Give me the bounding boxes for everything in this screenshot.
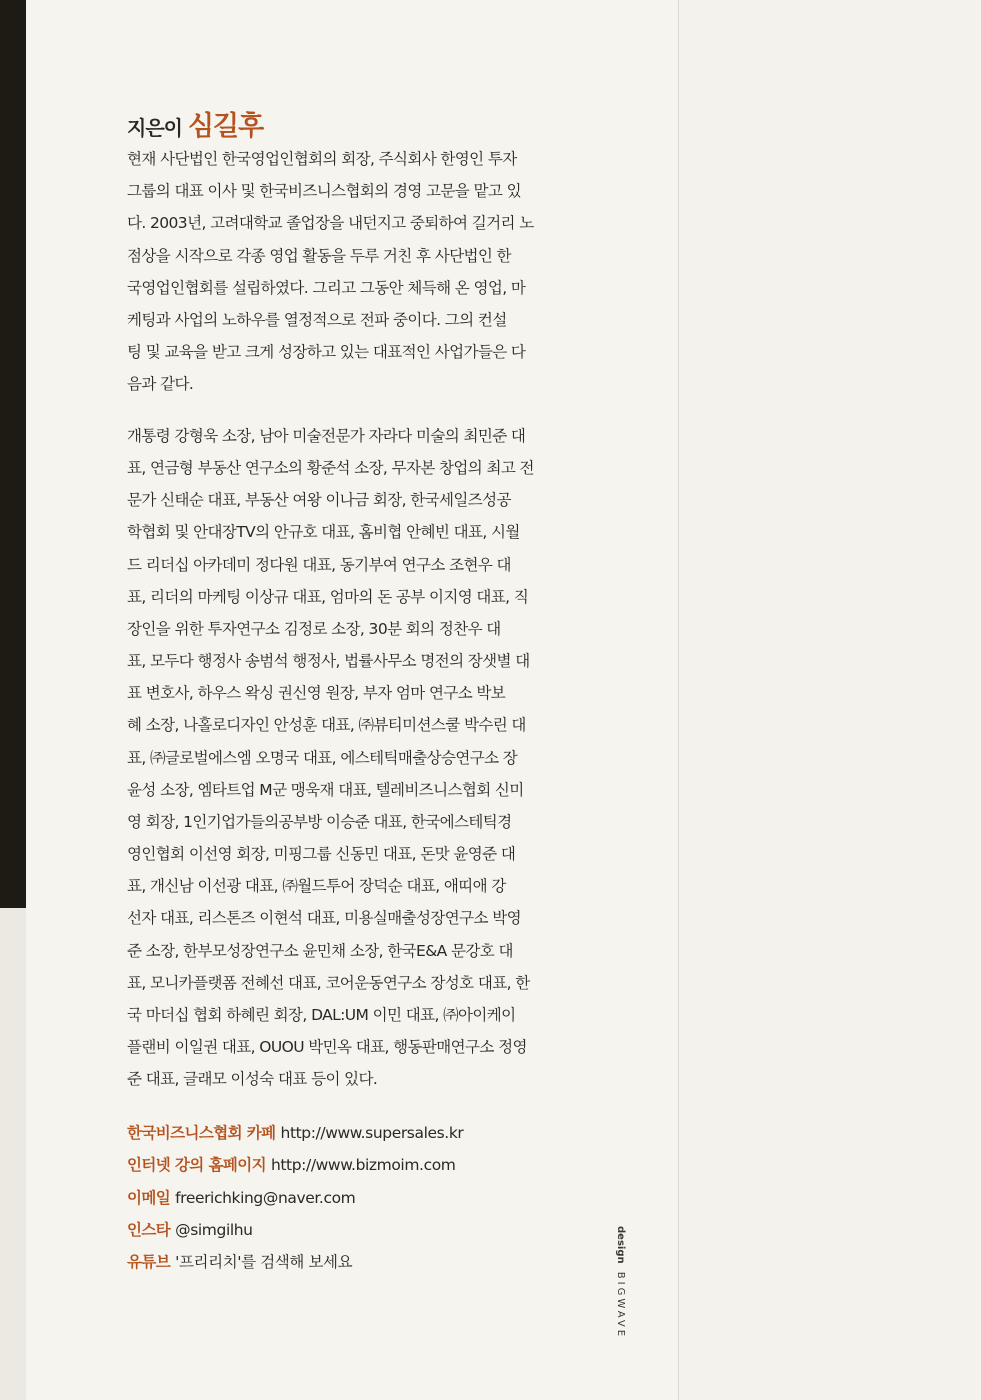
clients-line: 윤성 소장, 엠타트업 M군 맹욱재 대표, 텔레비즈니스협회 신미 [127,780,524,799]
contact-homepage [127,1149,587,1181]
contact-value: http://www.supersales.kr [280,1124,464,1142]
clients-line: 개통령 강형욱 소장, 남아 미술전문가 자라다 미술의 최민준 대 [127,427,526,445]
clients-line: 표, 모두다 행정사 송범석 행정사, 법률사무소 명전의 장샛별 대 [127,652,530,671]
clients-line: 플랜비 이일권 대표, OUOU 박민옥 대표, 행동판매연구소 정영 [127,1037,527,1056]
bio-line: 팅 및 교육을 받고 크게 성장하고 있는 대표적인 사업가들은 다 [127,343,526,362]
bio-line: 현재 사단법인 한국영업인협회의 회장, 주식회사 한영인 투자 [127,150,517,168]
clients-line: 영 회장, 1인기업가들의공부방 이승준 대표, 한국에스테틱경 [127,812,512,831]
contact-label: 유튜브 [127,1253,171,1272]
clients-line: 학협회 및 안대장TV의 안규호 대표, 홈비협 안혜빈 대표, 시월 [127,523,520,542]
bio-line: 점상을 시작으로 각종 영업 활동을 두루 거친 후 사단법인 한 [127,246,511,265]
clients-line: 표, ㈜글로벌에스엠 오명국 대표, 에스테틱매출상승연구소 장 [127,748,518,767]
bio-line: 국영업인협회를 설립하였다. 그리고 그동안 체득해 온 영업, 마 [127,278,526,297]
contact-info [127,1117,587,1278]
cover-flap [678,0,981,1400]
design-credit [612,1226,626,1338]
bio-line: 그룹의 대표 이사 및 한국비즈니스협회의 경영 고문을 맡고 있 [127,182,521,201]
clients-line: 국 마더십 협회 하혜린 회장, DAL:UM 이민 대표, ㈜아이케이 [127,1005,516,1024]
book-spine-edge [0,0,26,908]
contact-label: 한국비즈니스협회 카페 [127,1124,276,1142]
contact-value: '프리리치'를 검색해 보세요 [175,1253,353,1272]
clients-line: 혜 소장, 나홀로디자인 안성훈 대표, ㈜뷰티미션스쿨 박수린 대 [127,716,526,735]
clients-line: 영인협회 이선영 회장, 미핑그룹 신동민 대표, 돈맛 윤영준 대 [127,845,516,864]
clients-line: 드 리더십 아카데미 정다원 대표, 동기부여 연구소 조현우 대 [127,555,511,574]
contact-instagram [127,1214,587,1246]
clients-line: 장인을 위한 투자연구소 김정로 소장, 30분 회의 정찬우 대 [127,619,501,638]
author-label: 지은이 [127,116,182,140]
contact-youtube [127,1246,587,1278]
clients-list [127,420,579,1095]
clients-line: 문가 신태순 대표, 부동산 여왕 이나금 회장, 한국세일즈성공 [127,491,511,510]
contact-value: http://www.bizmoim.com [270,1156,456,1175]
clients-line: 표, 리더의 마케팅 이상규 대표, 엄마의 돈 공부 이지영 대표, 직 [127,587,529,606]
design-credit-name: BIGWAVE [615,1271,626,1340]
bio-line: 케팅과 사업의 노하우를 열정적으로 전파 중이다. 그의 컨설 [127,310,507,329]
clients-line: 표, 개신남 이선광 대표, ㈜월드투어 장덕순 대표, 애띠애 강 [127,877,506,896]
contact-email [127,1182,587,1214]
contact-label: 이메일 [127,1188,171,1207]
author-header [127,104,263,144]
design-credit-prefix: design [615,1226,626,1264]
clients-line: 표 변호사, 하우스 왁싱 권신영 원장, 부자 엄마 연구소 박보 [127,684,506,703]
bio-line: 다. 2003년, 고려대학교 졸업장을 내던지고 중퇴하여 길거리 노 [127,214,534,233]
contact-value: @simgilhu [175,1220,253,1239]
author-name: 심길후 [187,111,264,142]
contact-value: freerichking@naver.com [175,1188,356,1207]
design-credit-text [615,1226,626,1339]
clients-line: 선자 대표, 리스톤즈 이현석 대표, 미용실매출성장연구소 박영 [127,909,521,928]
contact-label: 인터넷 강의 홈페이지 [127,1156,266,1175]
clients-line: 표, 연금형 부동산 연구소의 황준석 소장, 무자본 창업의 최고 전 [127,459,534,478]
author-bio [127,143,579,401]
clients-line: 준 대표, 글래모 이성숙 대표 등이 있다. [127,1070,378,1089]
book-spine-lower [0,908,26,1400]
clients-line: 준 소장, 한부모성장연구소 윤민채 소장, 한국E&A 문강호 대 [127,941,513,960]
clients-line: 표, 모니카플랫폼 전혜선 대표, 코어운동연구소 장성호 대표, 한 [127,973,530,992]
bio-line: 음과 같다. [127,375,194,394]
contact-label: 인스타 [127,1220,171,1239]
contact-cafe [127,1117,587,1149]
